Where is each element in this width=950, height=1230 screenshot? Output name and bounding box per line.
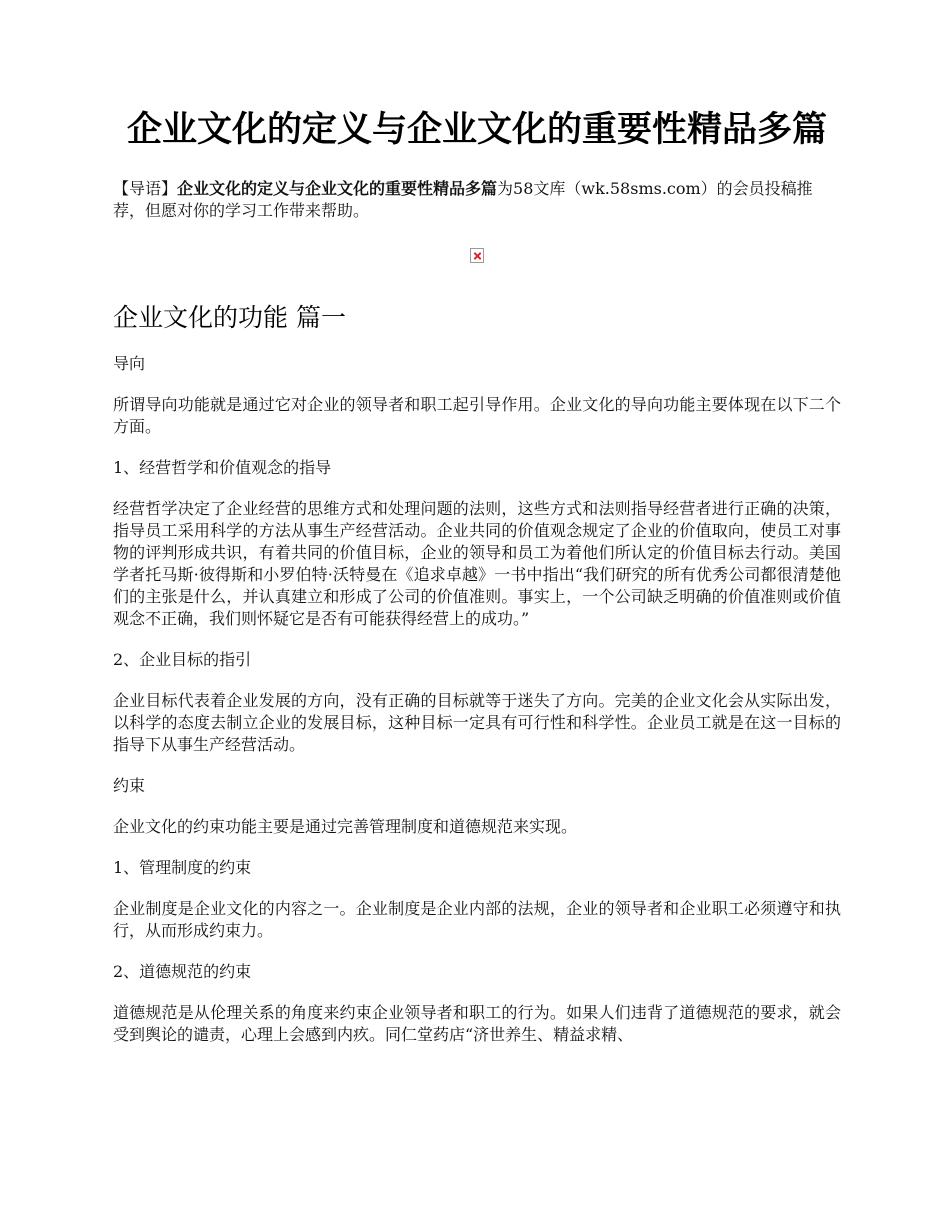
section-heading: 企业文化的功能 篇一 [113,303,346,332]
subheading-guidance: 导向 [113,354,146,373]
intro-text: 为58文库（wk.58sms.com）的会员投稿推荐，但愿对你的学习工作带来帮助。 [113,179,813,220]
intro-paragraph [113,178,841,222]
subheading-ethics: 2、道德规范的约束 [113,962,252,981]
paragraph: 经营哲学决定了企业经营的思维方式和处理问题的法则，这些方式和法则指导经营者进行正确的决策，指导员工采用科学的方法从事生产经营活动。企业共同的价值观念规定了企业的价值取向，使员工对事物的评判形成共识，有着共同的价值目标，企业的领导和员工为着他们所认定的价值目标去行动。美国学者托马斯·彼得斯和小罗伯特·沃特曼在《追求卓越》一书中指出“我们研究的所有优秀公司都很清楚他们的主张是什么，并认真建立和形成了公司的价值准则。事实上，一个公司缺乏明确的价值准则或价值观念不正确，我们则怀疑它是否有可能获得经营上的成功。” [113,499,841,628]
intro-label: 【导语】 [113,179,178,198]
document-title: 企业文化的定义与企业文化的重要性精品多篇 [126,110,827,150]
subheading-philosophy: 1、经营哲学和价值观念的指导 [113,458,332,477]
paragraph: 所谓导向功能就是通过它对企业的领导者和职工起引导作用。企业文化的导向功能主要体现在以下二个方面。 [113,395,841,436]
subheading-goals: 2、企业目标的指引 [113,650,252,669]
paragraph: 企业制度是企业文化的内容之一。企业制度是企业内部的法规，企业的领导者和企业职工必须遵守和执行，从而形成约束力。 [113,899,841,940]
paragraph: 企业目标代表着企业发展的方向，没有正确的目标就等于迷失了方向。完美的企业文化会从实际出发，以科学的态度去制立企业的发展目标，这种目标一定具有可行性和科学性。企业员工就是在这一目标的指导下从事生产经营活动。 [113,691,841,754]
paragraph: 道德规范是从伦理关系的角度来约束企业领导者和职工的行为。如果人们违背了道德规范的要求，就会受到舆论的谴责，心理上会感到内疚。同仁堂药店“济世养生、精益求精、 [113,1003,841,1044]
broken-image-icon [470,248,484,263]
paragraph: 企业文化的约束功能主要是通过完善管理制度和道德规范来实现。 [113,817,578,836]
subheading-management: 1、管理制度的约束 [113,858,252,877]
subheading-constraint: 约束 [113,776,146,795]
image-placeholder [113,244,841,266]
intro-title-ref: 企业文化的定义与企业文化的重要性精品多篇 [177,179,498,198]
document-page [113,108,841,1046]
